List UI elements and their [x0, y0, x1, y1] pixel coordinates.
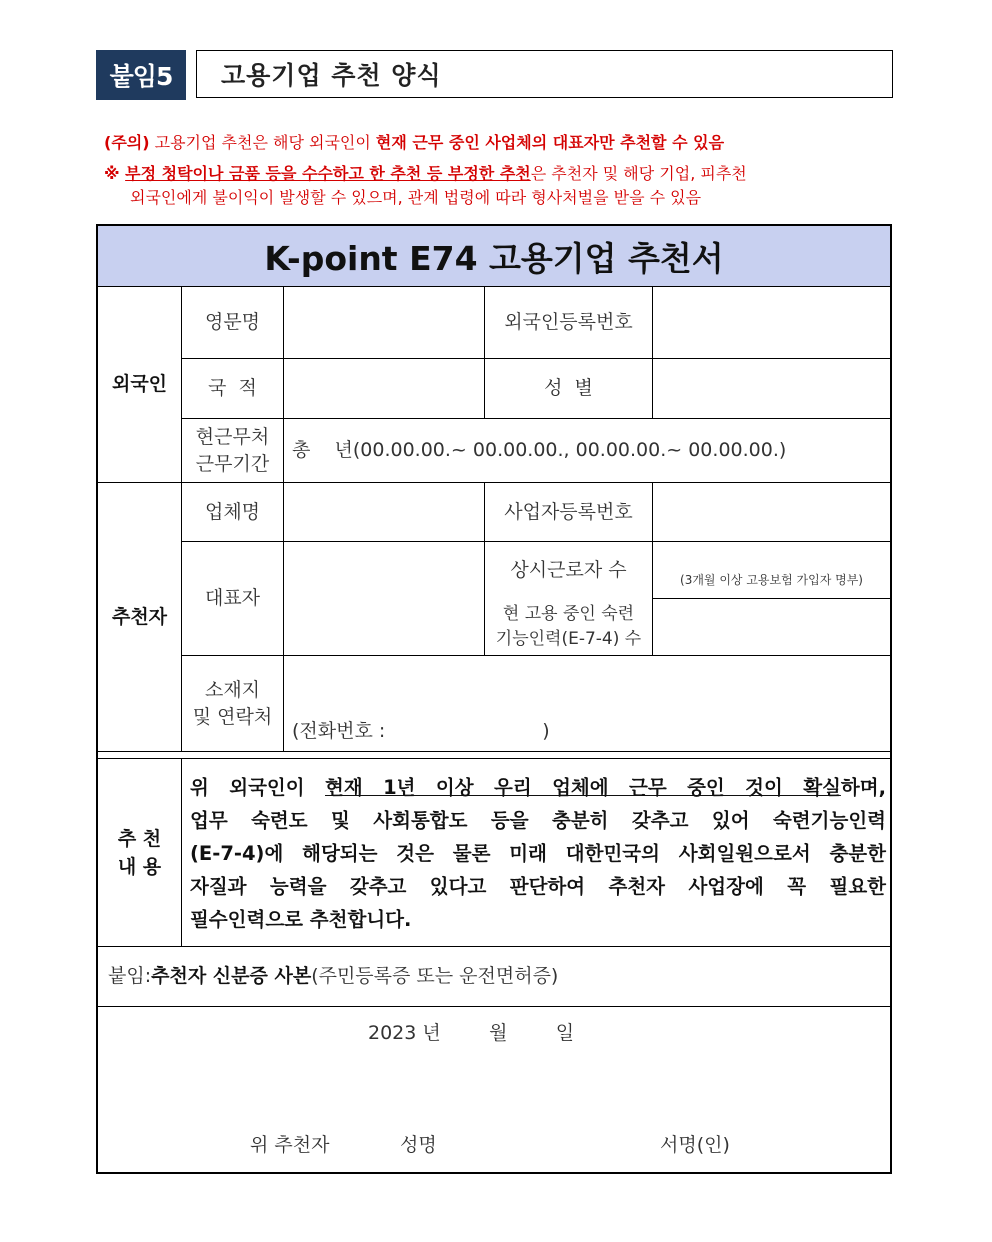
label-alien-reg-no: 외국인등록번호	[504, 310, 633, 333]
attachment-prefix: 붙임:	[108, 965, 152, 987]
field-nationality[interactable]	[284, 359, 484, 418]
recommendation-form	[96, 224, 892, 1174]
attachment-detail: (주민등록증 또는 운전면허증)	[311, 965, 559, 987]
section-recommendation-line-2: 내 용	[117, 855, 162, 878]
label-nationality: 국 적	[208, 377, 257, 399]
attachment-note	[108, 947, 878, 1006]
label-skilled-workers-line-2: 기능인력(E-7-4) 수	[495, 629, 642, 649]
label-skilled-workers-line-1: 현 고용 중인 숙련	[502, 604, 635, 624]
field-english-name[interactable]	[284, 286, 484, 358]
recommendation-line-1a: 위 외국인이	[190, 776, 326, 799]
label-work-period-line-2: 근무기간	[195, 452, 270, 475]
label-representative: 대표자	[204, 587, 261, 609]
form-header: K-point E74 고용기업 추천서	[98, 226, 890, 286]
recommendation-line-2: 업무 숙련도 및 사회통합도 등을 충분히 갖추고 있어 숙련기능인력	[190, 809, 886, 832]
label-biz-reg-no: 사업자등록번호	[504, 500, 633, 523]
signature-name-label: 성명	[400, 1133, 437, 1156]
recommendation-line-1b: 하며,	[840, 776, 887, 799]
field-gender[interactable]	[653, 359, 890, 418]
notice-line-3: 외국인에게 불이익이 발생할 수 있으며, 관계 법령에 따라 형사처벌을 받을 수 있음	[130, 188, 702, 207]
document-title: 고용기업 추천 양식	[196, 50, 893, 98]
field-phone[interactable]: (전화번호 : )	[292, 719, 550, 742]
attachment-item: 추천자 신분증 사본	[151, 965, 312, 987]
recommendation-line-1	[190, 771, 886, 804]
recommendation-line-5: 필수인력으로 추천합니다.	[190, 908, 412, 931]
notice-line-2	[104, 162, 747, 186]
field-alien-reg-no[interactable]	[653, 286, 890, 358]
notice-emphasis: 현재 근무 중인 사업체의 대표자만 추천할 수 있음	[375, 133, 725, 152]
recommendation-text	[190, 771, 886, 936]
label-gender: 성 별	[544, 377, 593, 399]
label-regular-workers: 상시근로자 수	[510, 558, 627, 581]
field-skilled-workers[interactable]	[653, 599, 890, 655]
notice-warning-text: 은 추천자 및 해당 기업, 피추천	[530, 164, 747, 183]
notice-text: 고용기업 추천은 해당 외국인이	[149, 133, 376, 152]
section-recommender: 추천자	[111, 605, 168, 628]
regular-workers-note: (3개월 이상 고용보험 가입자 명부)	[680, 572, 863, 587]
field-representative[interactable]	[284, 542, 484, 655]
field-address[interactable]	[284, 656, 890, 712]
section-foreigner: 외국인	[111, 372, 168, 395]
field-biz-reg-no[interactable]	[653, 483, 890, 541]
label-work-period-line-1: 현근무처	[195, 425, 270, 448]
label-address	[182, 656, 283, 751]
recommendation-line-4: 자질과 능력을 갖추고 있다고 판단하여 추천자 사업장에 꼭 필요한	[190, 875, 886, 898]
notice-warning-emphasis: 부정 청탁이나 금품 등을 수수하고 한 추천 등 부정한 추천	[125, 164, 531, 183]
notice-tag: (주의)	[104, 133, 150, 152]
section-recommendation-line-1: 추 천	[117, 827, 162, 850]
recommendation-line-1-underlined: 현재 1년 이상 우리 업체에 근무 중인 것이 확실	[325, 776, 841, 799]
label-work-period	[182, 419, 283, 482]
field-company-name[interactable]	[284, 483, 484, 541]
reference-mark: ※	[104, 164, 126, 183]
field-work-period[interactable]: 총 년(00.00.00.~ 00.00.00., 00.00.00.~ 00.00.00.)	[292, 439, 787, 461]
label-address-line-2: 및 연락처	[192, 705, 273, 728]
label-skilled-workers	[485, 599, 652, 655]
signature-recommender: 위 추천자	[250, 1133, 330, 1156]
label-company-name: 업체명	[204, 500, 261, 523]
label-english-name: 영문명	[204, 310, 261, 333]
notice-line-1	[104, 131, 724, 155]
signature-sign-label: 서명(인)	[660, 1133, 730, 1156]
signature-date: 2023 년 월 일	[368, 1021, 575, 1044]
label-address-line-1: 소재지	[204, 678, 261, 701]
section-recommendation	[98, 759, 181, 946]
attachment-badge: 붙임5	[96, 50, 186, 100]
recommendation-line-3: (E-7-4)에 해당되는 것은 물론 미래 대한민국의 사회일원으로서 충분한	[190, 842, 886, 865]
